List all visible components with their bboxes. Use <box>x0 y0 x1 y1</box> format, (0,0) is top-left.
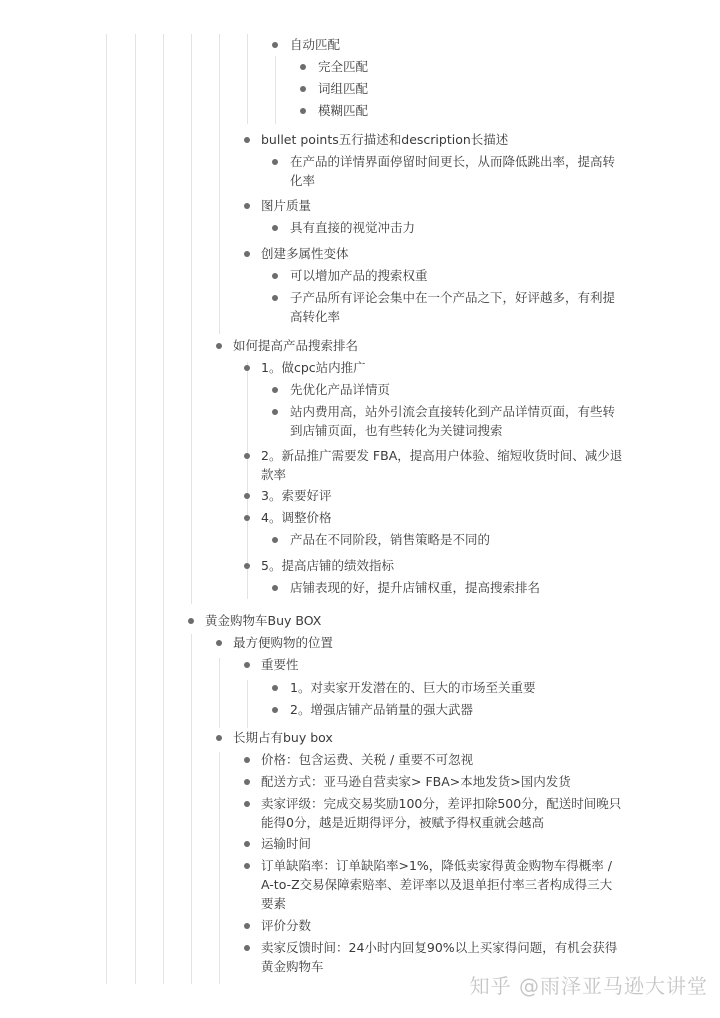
outline-item: 价格：包含运费、关税 / 重要不可忽视 <box>261 752 474 767</box>
bullet-icon <box>272 159 278 165</box>
bullet-icon <box>244 563 250 569</box>
bullet-icon <box>272 295 278 301</box>
bullet-icon <box>272 42 278 48</box>
outline-item-continuation: 要素 <box>261 896 287 911</box>
bullet-icon <box>244 923 250 929</box>
outline-item: 1。做cpc站内推广 <box>261 360 366 375</box>
outline-item: 评价分数 <box>261 918 312 933</box>
bullet-icon <box>216 735 222 741</box>
outline-item: 如何提高产品搜索排名 <box>233 338 359 353</box>
bullet-icon <box>300 108 306 114</box>
bullet-icon <box>244 493 250 499</box>
bullet-icon <box>272 537 278 543</box>
outline-item: 先优化产品详情页 <box>290 382 391 397</box>
bullet-icon <box>272 387 278 393</box>
outline-item: 重要性 <box>261 657 299 672</box>
outline-item-continuation: 黄金购物车 <box>261 959 324 974</box>
watermark: 知乎 @雨泽亚马逊大讲堂 <box>469 974 708 998</box>
outline-item: 5。提高店铺的绩效指标 <box>261 558 394 573</box>
bullet-icon <box>188 618 194 624</box>
bullet-icon <box>272 685 278 691</box>
outline-item: 4。调整价格 <box>261 510 332 525</box>
bullet-icon <box>272 409 278 415</box>
indent-guide <box>247 34 248 124</box>
outline-item: 2。新品推广需要发 FBA，提高用户体验、缩短收货时间、减少退 <box>261 448 623 463</box>
outline-item: 创建多属性变体 <box>261 246 349 261</box>
outline-item: 可以增加产品的搜索权重 <box>290 268 428 283</box>
outline-item: 卖家反馈时间：24小时内回复90%以上买家得问题，有机会获得 <box>261 940 618 955</box>
outline-item: 订单缺陷率：订单缺陷率>1%，降低卖家得黄金购物车得概率 / <box>261 858 612 873</box>
bullet-icon <box>300 64 306 70</box>
bullet-icon <box>244 662 250 668</box>
outline-item-continuation: A-to-Z交易保障索赔率、差评率以及退单拒付率三者构成得三大 <box>261 877 613 892</box>
bullet-icon <box>244 945 250 951</box>
bullet-icon <box>272 585 278 591</box>
bullet-icon <box>244 251 250 257</box>
indent-guide <box>191 634 192 984</box>
outline-item: 自动匹配 <box>290 37 341 52</box>
bullet-icon <box>216 640 222 646</box>
outline-item-continuation: 款率 <box>261 467 287 482</box>
bullet-icon <box>300 86 306 92</box>
bullet-icon <box>244 515 250 521</box>
outline-item: 词组匹配 <box>318 81 369 96</box>
outline-item: 卖家评级：完成交易奖励100分，差评扣除500分，配送时间晚只 <box>261 796 622 811</box>
outline-item-continuation: 化率 <box>290 173 316 188</box>
outline-item-continuation: 高转化率 <box>290 309 341 324</box>
indent-guide <box>163 34 164 984</box>
outline-item-continuation: 到店铺页面，也有些转化为关键词搜索 <box>290 423 503 438</box>
bullet-icon <box>244 863 250 869</box>
outline-item-continuation: 能得0分，越是近期得评分，被赋予得权重就会越高 <box>261 815 544 830</box>
outline-item: 店铺表现的好，提升店铺权重，提高搜索排名 <box>290 580 541 595</box>
outline-item: 图片质量 <box>261 198 312 213</box>
indent-guide <box>219 658 220 728</box>
outline-item: 完全匹配 <box>318 59 369 74</box>
bullet-icon <box>244 757 250 763</box>
bullet-icon <box>216 343 222 349</box>
bullet-icon <box>272 707 278 713</box>
bullet-icon <box>244 365 250 371</box>
outline-item: 1。对卖家开发潜在的、巨大的市场至关重要 <box>290 680 536 695</box>
outline-item: 2。增强店铺产品销量的强大武器 <box>290 702 473 717</box>
indent-guide <box>275 56 276 124</box>
bullet-icon <box>244 203 250 209</box>
outline-item: 在产品的详情界面停留时间更长，从而降低跳出率，提高转 <box>290 154 616 169</box>
outline-item: 产品在不同阶段，销售策略是不同的 <box>290 532 491 547</box>
outline-item: 黄金购物车Buy BOX <box>205 613 322 628</box>
bullet-icon <box>244 453 250 459</box>
indent-guide <box>219 752 220 984</box>
indent-guide <box>191 34 192 604</box>
bullet-icon <box>244 841 250 847</box>
outline-item: 3。索要好评 <box>261 488 332 503</box>
outline-item: 配送方式：亚马逊自营卖家> FBA>本地发货>国内发货 <box>261 774 571 789</box>
outline-item: 长期占有buy box <box>233 730 333 745</box>
outline-item: 运输时间 <box>261 836 312 851</box>
indent-guide <box>106 34 107 984</box>
bullet-icon <box>272 225 278 231</box>
indent-guide <box>247 680 248 728</box>
bullet-icon <box>244 779 250 785</box>
indent-guide <box>219 34 220 334</box>
outline-item: 站内费用高，站外引流会直接转化到产品详情页面，有些转 <box>290 404 616 419</box>
indent-guide <box>135 34 136 984</box>
outline-item: bullet points五行描述和description长描述 <box>261 132 509 147</box>
bullet-icon <box>244 137 250 143</box>
outline-item: 具有直接的视觉冲击力 <box>290 220 416 235</box>
bullet-icon <box>244 801 250 807</box>
outline-item: 子产品所有评论会集中在一个产品之下，好评越多，有利提 <box>290 290 616 305</box>
bullet-icon <box>272 273 278 279</box>
outline-item: 模糊匹配 <box>318 103 369 118</box>
outline-item: 最方便购物的位置 <box>233 635 334 650</box>
